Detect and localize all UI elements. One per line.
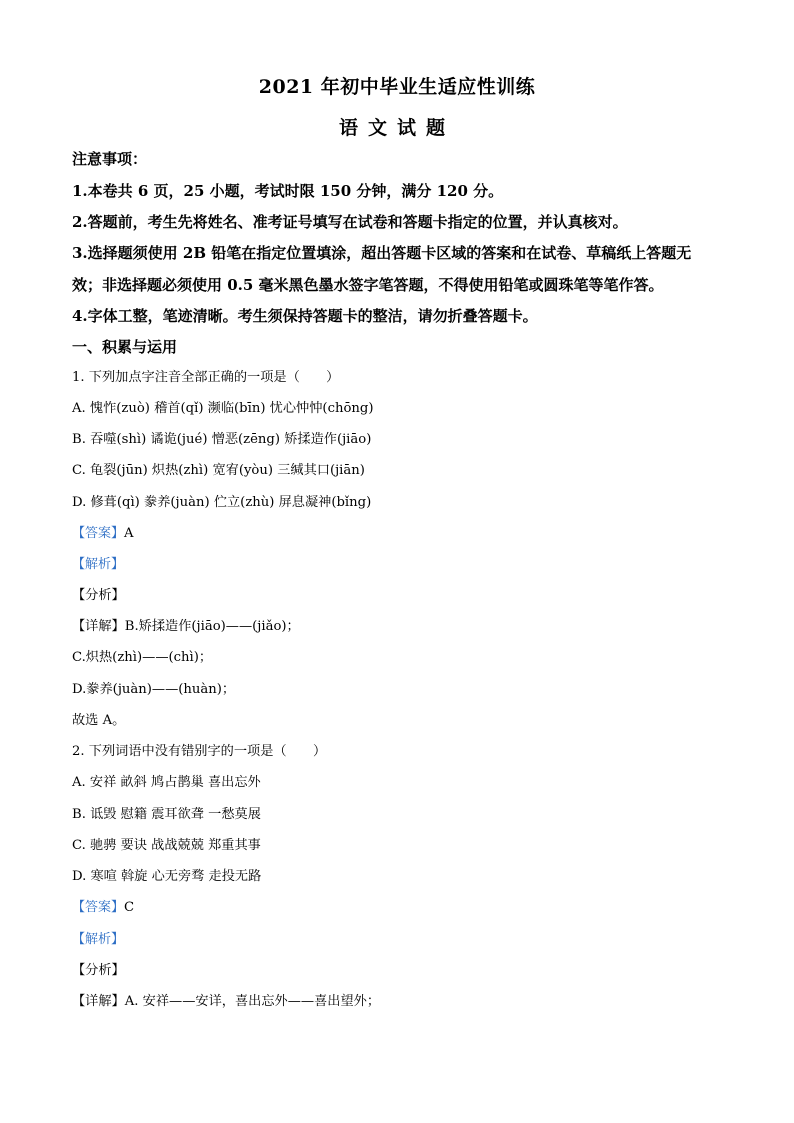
question-2-stem: 2. 下列词语中没有错别字的一项是（ ） xyxy=(72,744,327,759)
question-1-stem: 1. 下列加点字注音全部正确的一项是（ ） xyxy=(72,370,340,385)
question-1-option-b: B. 吞噬(shì) 谲诡(jué) 憎恶(zēng) 矫揉造作(jiāo) xyxy=(72,432,372,447)
question-2-option-a: A. 安祥 畝斜 鸠占鹊巢 喜出忘外 xyxy=(72,775,261,790)
detail-tag: 【详解】 xyxy=(72,994,125,1009)
note-item: 3.选择题须使用 2B 铅笔在指定位置填涂，超出答题卡区域的答案和在试卷、草稿纸上答题无 xyxy=(72,244,692,262)
question-1-detail xyxy=(72,618,732,636)
note-item: 效；非选择题必须使用 0.5 毫米黑色墨水签字笔答题，不得使用铅笔或圆珠笔等笔作答。 xyxy=(72,276,664,294)
question-2-analysis xyxy=(72,931,732,949)
question-1-detail-line: C.炽热(zhì)——(chì)； xyxy=(72,650,213,665)
detail-tag: 【详解】 xyxy=(72,619,125,634)
fenxi-tag: 【分析】 xyxy=(72,963,125,978)
answer-value: C xyxy=(124,900,135,915)
note-item: 1.本卷共 6 页，25 小题，考试时限 150 分钟，满分 120 分。 xyxy=(72,182,504,200)
note-item: 2.答题前，考生先将姓名、准考证号填写在试卷和答题卡指定的位置，并认真核对。 xyxy=(72,213,628,231)
question-1-detail-line: D.豢养(juàn)——(huàn)； xyxy=(72,682,236,697)
question-2-answer xyxy=(72,899,732,917)
analysis-tag: 【解析】 xyxy=(72,932,125,947)
analysis-tag: 【解析】 xyxy=(72,557,125,572)
question-1-analysis xyxy=(72,556,732,574)
question-1-option-d: D. 修葺(qì) 豢养(juàn) 伫立(zhù) 屏息凝神(bǐng) xyxy=(72,495,372,510)
notes-heading: 注意事项： xyxy=(72,150,148,168)
question-1-fenxi xyxy=(72,587,732,605)
question-2-option-c: C. 驰骋 要诀 战战兢兢 郑重其事 xyxy=(72,838,261,853)
question-1-conclusion: 故选 A。 xyxy=(72,713,126,728)
question-1-option-a: A. 愧怍(zuò) 稽首(qǐ) 濒临(bīn) 忧心忡忡(chōng) xyxy=(72,401,374,416)
section-heading: 一、积累与运用 xyxy=(72,338,178,356)
page-title: 2021 年初中毕业生适应性训练 xyxy=(258,76,536,98)
page-subtitle: 语文试题 xyxy=(338,117,455,139)
detail-text: B.矫揉造作(jiāo)——(jiǎo)； xyxy=(124,619,300,634)
question-2-option-b: B. 诋毁 慰籍 震耳欲聋 一愁莫展 xyxy=(72,807,261,822)
note-item: 4.字体工整，笔迹清晰。考生须保持答题卡的整洁，请勿折叠答题卡。 xyxy=(72,307,538,325)
question-1-answer xyxy=(72,525,732,543)
question-1-option-c: C. 龟裂(jūn) 炽热(zhì) 宽宥(yòu) 三缄其口(jiān) xyxy=(72,463,365,478)
question-2-option-d: D. 寒喧 斡旋 心无旁骛 走投无路 xyxy=(72,869,262,884)
question-2-detail xyxy=(72,993,732,1011)
answer-value: A xyxy=(124,526,134,541)
fenxi-tag: 【分析】 xyxy=(72,588,125,603)
answer-tag: 【答案】 xyxy=(72,900,125,915)
question-2-fenxi xyxy=(72,962,732,980)
detail-text: A. 安祥——安详，喜出忘外——喜出望外； xyxy=(124,994,381,1009)
answer-tag: 【答案】 xyxy=(72,526,125,541)
